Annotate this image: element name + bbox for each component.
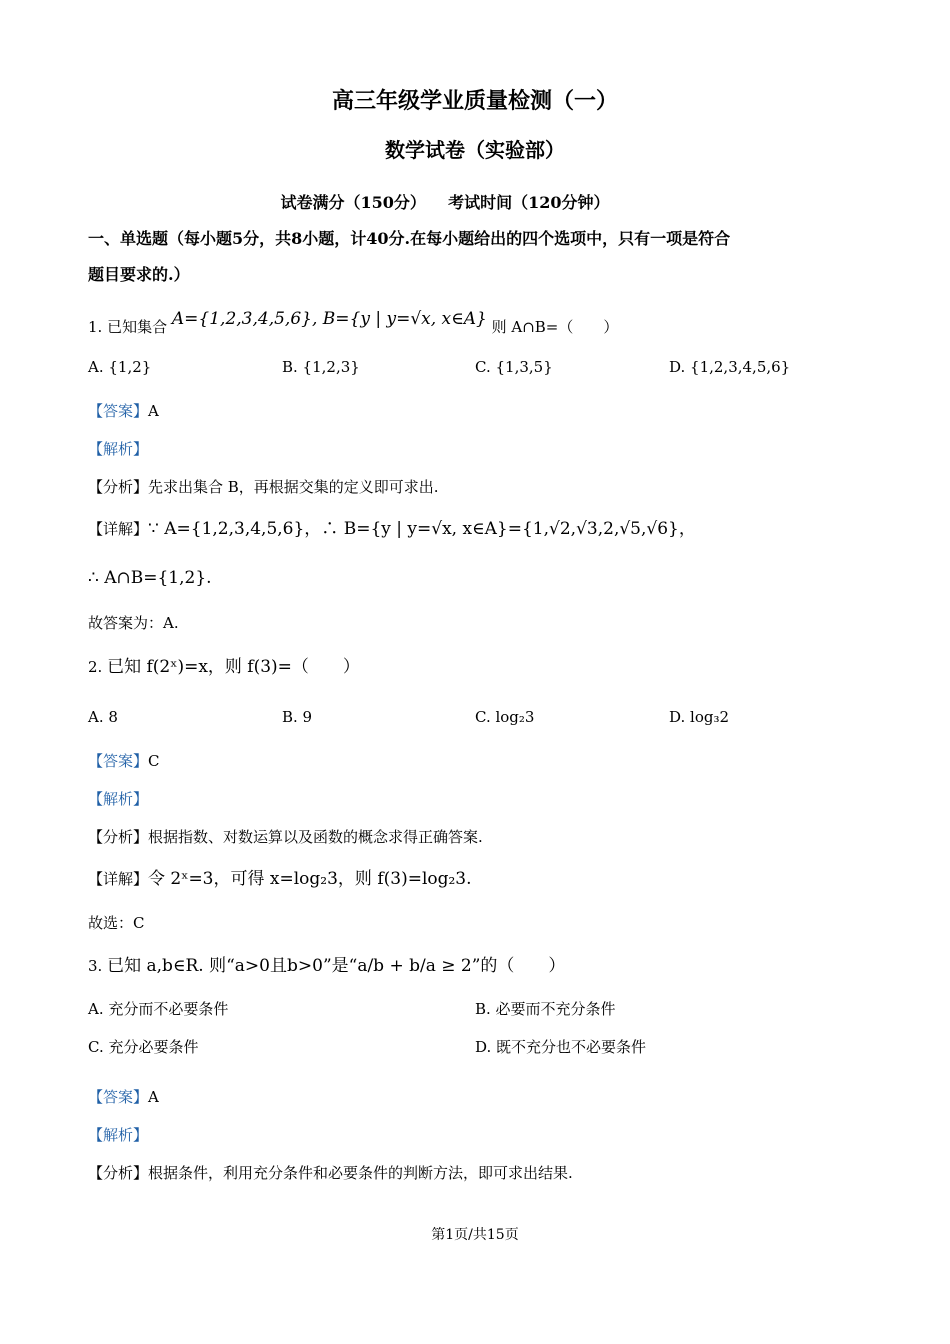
- q1-fenxi-text: 先求出集合 B，再根据交集的定义即可求出.: [148, 478, 439, 496]
- q3-text: 已知 a,b∈R. 则“a>0且b>0”是“a/b + b/a ≥ 2”的（ ）: [107, 956, 566, 976]
- q2-detail: [88, 868, 472, 890]
- fenxi-tag: 【分析】: [88, 828, 149, 846]
- q2-answer: [88, 750, 160, 772]
- q1-option-b: B. {1,2,3}: [282, 358, 360, 376]
- q3-option-d: D. 既不充分也不必要条件: [475, 1038, 647, 1056]
- q3-option-a: A. 充分而不必要条件: [88, 1000, 229, 1018]
- q1-set-b: B={y | y=√x, x∈A}: [322, 309, 487, 329]
- page-title: 高三年级学业质量检测（一）: [331, 88, 618, 114]
- q1-number: 1.: [88, 318, 103, 336]
- fenxi-tag: 【分析】: [88, 1164, 149, 1182]
- answer-tag: 【答案】: [88, 402, 149, 420]
- fenxi-tag: 【分析】: [88, 478, 149, 496]
- q3-answer-value: A: [148, 1088, 159, 1106]
- q1-set-a: A={1,2,3,4,5,6}: [171, 309, 312, 329]
- q1-option-a: A. {1,2}: [88, 358, 152, 376]
- q3-answer: [88, 1086, 159, 1108]
- q1-detail-2: ∴ A∩B={1,2}.: [88, 568, 212, 588]
- q1-conclusion: 故答案为：A.: [88, 614, 179, 632]
- q2-number: 2.: [88, 658, 103, 676]
- question-3: [88, 955, 565, 977]
- q1-detail: [88, 518, 696, 540]
- answer-tag: 【答案】: [88, 1088, 149, 1106]
- page-subtitle: 数学试卷（实验部）: [385, 138, 565, 162]
- q2-option-b: B. 9: [282, 708, 313, 726]
- analysis-tag: 【解析】: [88, 440, 149, 458]
- section-heading-line1: 一、单选题（每小题5分，共8小题，计40分.在每小题给出的四个选项中，只有一项是符合: [88, 229, 731, 248]
- answer-tag: 【答案】: [88, 752, 149, 770]
- q2-detail-text: 令 2ˣ=3，可得 x=log₂3，则 f(3)=log₂3.: [148, 869, 472, 889]
- q3-number: 3.: [88, 957, 103, 975]
- q2-option-d: D. log₃2: [669, 708, 730, 726]
- q3-fenxi-text: 根据条件，利用充分条件和必要条件的判断方法，即可求出结果.: [148, 1164, 573, 1182]
- q2-text: 已知 f(2ˣ)=x，则 f(3)=（ ）: [107, 657, 360, 677]
- q3-option-b: B. 必要而不充分条件: [475, 1000, 616, 1018]
- q2-fenxi-text: 根据指数、对数运算以及函数的概念求得正确答案.: [148, 828, 483, 846]
- q1-lead: 已知集合: [107, 318, 168, 336]
- q3-analysis: [88, 1124, 148, 1146]
- detail-tag: 【详解】: [88, 520, 149, 538]
- q1-detail-text: ∵ A={1,2,3,4,5,6}，∴ B={y | y=√x, x∈A}={1,√2,√3,2,√5,√6}，: [148, 519, 696, 539]
- q2-answer-value: C: [148, 752, 160, 770]
- q1-answer: [88, 400, 159, 422]
- question-1: 1. 已知集合 A={1,2,3,4,5,6}, B={y | y=√x, x∈A} 则 A∩B=（ ）: [88, 309, 619, 336]
- q2-analysis: [88, 788, 148, 810]
- q1-option-d: D. {1,2,3,4,5,6}: [669, 358, 791, 376]
- q2-conclusion: 故选：C: [88, 914, 145, 932]
- exam-meta: 试卷满分（150分） 考试时间（120分钟）: [280, 193, 610, 212]
- q2-fenxi: [88, 826, 483, 848]
- q1-answer-value: A: [148, 402, 159, 420]
- q2-option-a: A. 8: [88, 708, 118, 726]
- section-heading-line2: 题目要求的.）: [88, 265, 190, 284]
- analysis-tag: 【解析】: [88, 1126, 149, 1144]
- q1-tail: 则 A∩B=（ ）: [491, 318, 619, 336]
- q3-option-c: C. 充分必要条件: [88, 1038, 199, 1056]
- q3-fenxi: [88, 1162, 573, 1184]
- analysis-tag: 【解析】: [88, 790, 149, 808]
- detail-tag: 【详解】: [88, 870, 149, 888]
- question-2: [88, 656, 360, 678]
- q2-option-c: C. log₂3: [475, 708, 535, 726]
- q1-analysis: [88, 438, 148, 460]
- q1-option-c: C. {1,3,5}: [475, 358, 553, 376]
- page-footer: 第1页/共15页: [431, 1227, 519, 1243]
- q1-fenxi: [88, 476, 439, 498]
